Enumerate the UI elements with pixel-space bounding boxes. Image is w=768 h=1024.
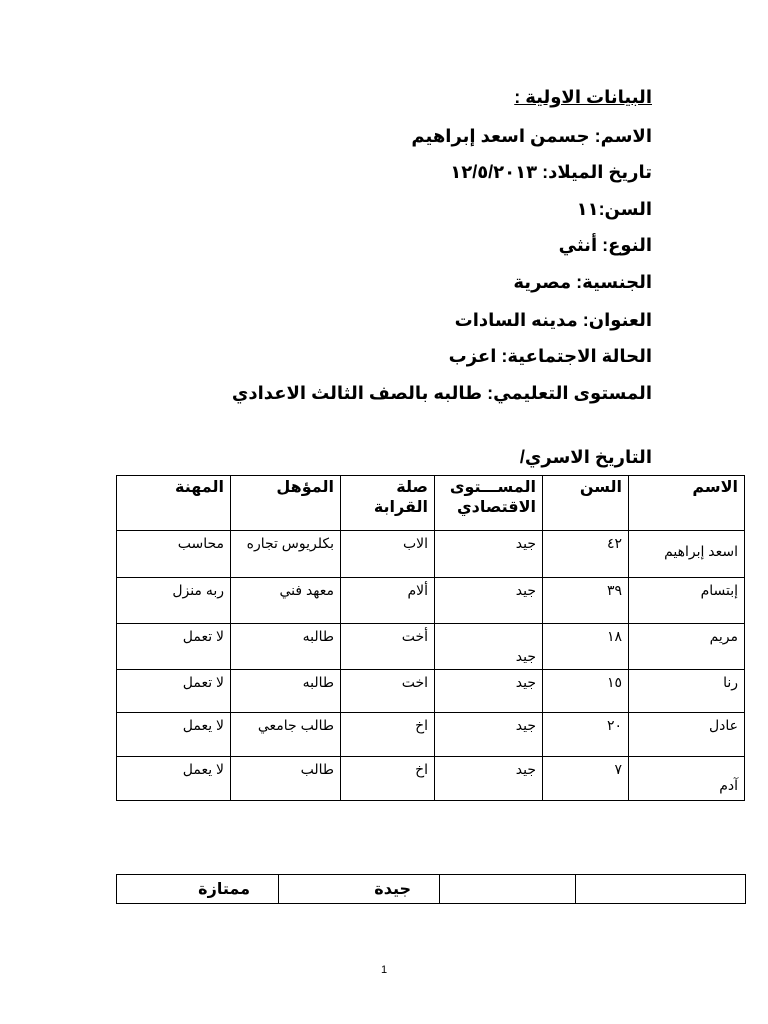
cell-name: عادل [629, 713, 745, 757]
header-name: الاسم [629, 476, 745, 531]
grade-cell-empty [440, 875, 576, 904]
family-history-title: التاريخ الاسري/ [519, 447, 652, 467]
cell-age: ١٨ [543, 624, 629, 670]
cell-qualification: طالبه [231, 670, 341, 713]
info-line-name [411, 126, 652, 147]
info-line-gender [559, 235, 652, 256]
info-line-marital-status [449, 346, 652, 367]
info-value: طالبه بالصف الثالث الاعدادي [231, 383, 483, 403]
table-row [117, 578, 745, 624]
header-age: السن [543, 476, 629, 531]
info-label: الاسم: [594, 126, 652, 146]
table-row [117, 757, 745, 801]
cell-occupation: لا تعمل [117, 670, 231, 713]
cell-qualification: بكلريوس تجاره [231, 531, 341, 578]
cell-relation: ألام [341, 578, 435, 624]
family-history-table [116, 475, 745, 801]
info-value: اعزب [448, 346, 497, 366]
table-row [117, 624, 745, 670]
cell-relation: اخ [341, 713, 435, 757]
info-value: ١٢/٥/٢٠١٣ [450, 162, 538, 182]
cell-occupation: محاسب [117, 531, 231, 578]
info-value: ١١ [576, 199, 599, 219]
cell-relation: أخت [341, 624, 435, 670]
cell-occupation: ربه منزل [117, 578, 231, 624]
info-value: مدينه السادات [454, 310, 578, 330]
cell-qualification: معهد فني [231, 578, 341, 624]
grades-table [116, 874, 746, 904]
info-label: المستوى التعليمي: [487, 383, 652, 403]
info-label: الحالة الاجتماعية: [501, 346, 652, 366]
cell-name: اسعد إبراهيم [629, 531, 745, 578]
info-value: جسمن اسعد إبراهيم [411, 126, 590, 146]
header-occupation: المهنة [117, 476, 231, 531]
cell-economic-level: جيد [435, 531, 543, 578]
grades-row [117, 875, 746, 904]
header-economic-level: المســـتوى الاقتصادي [435, 476, 543, 531]
info-line-nationality [513, 272, 652, 293]
info-value: أنثي [558, 235, 598, 255]
cell-name: آدم [629, 757, 745, 801]
cell-relation: اخت [341, 670, 435, 713]
cell-age: ٢٠ [543, 713, 629, 757]
cell-economic-level: جيد [435, 757, 543, 801]
info-label: النوع: [602, 235, 652, 255]
info-line-address [455, 310, 652, 331]
cell-qualification: طالب جامعي [231, 713, 341, 757]
header-relation: صلة القرابة [341, 476, 435, 531]
cell-qualification: طالبه [231, 624, 341, 670]
table-row [117, 713, 745, 757]
cell-age: ٧ [543, 757, 629, 801]
info-line-age [577, 199, 652, 220]
cell-name: رنا [629, 670, 745, 713]
cell-economic-level: جيد [435, 624, 543, 670]
cell-name: مريم [629, 624, 745, 670]
grade-cell-good: جيدة [279, 875, 440, 904]
info-value: مصرية [513, 272, 572, 292]
table-header-row [117, 476, 745, 531]
cell-age: ٣٩ [543, 578, 629, 624]
cell-occupation: لا يعمل [117, 713, 231, 757]
table-row [117, 531, 745, 578]
info-line-birthdate [450, 162, 652, 183]
cell-occupation: لا يعمل [117, 757, 231, 801]
cell-name: إبتسام [629, 578, 745, 624]
page-number: 1 [380, 964, 388, 976]
cell-age: ٤٢ [543, 531, 629, 578]
info-label: الجنسية: [576, 272, 652, 292]
cell-age: ١٥ [543, 670, 629, 713]
grade-cell-empty [576, 875, 746, 904]
grade-cell-excellent: ممتازة [117, 875, 279, 904]
cell-relation: اخ [341, 757, 435, 801]
cell-relation: الاب [341, 531, 435, 578]
info-label: تاريخ الميلاد: [542, 162, 652, 182]
table-row [117, 670, 745, 713]
info-line-education [232, 383, 652, 404]
section-heading-basic-data: البيانات الاولية : [514, 87, 652, 107]
cell-qualification: طالب [231, 757, 341, 801]
cell-economic-level: جيد [435, 670, 543, 713]
info-label: العنوان: [582, 310, 652, 330]
header-qualification: المؤهل [231, 476, 341, 531]
cell-occupation: لا تعمل [117, 624, 231, 670]
cell-economic-level: جيد [435, 578, 543, 624]
info-label: السن: [598, 199, 652, 219]
cell-economic-level: جيد [435, 713, 543, 757]
